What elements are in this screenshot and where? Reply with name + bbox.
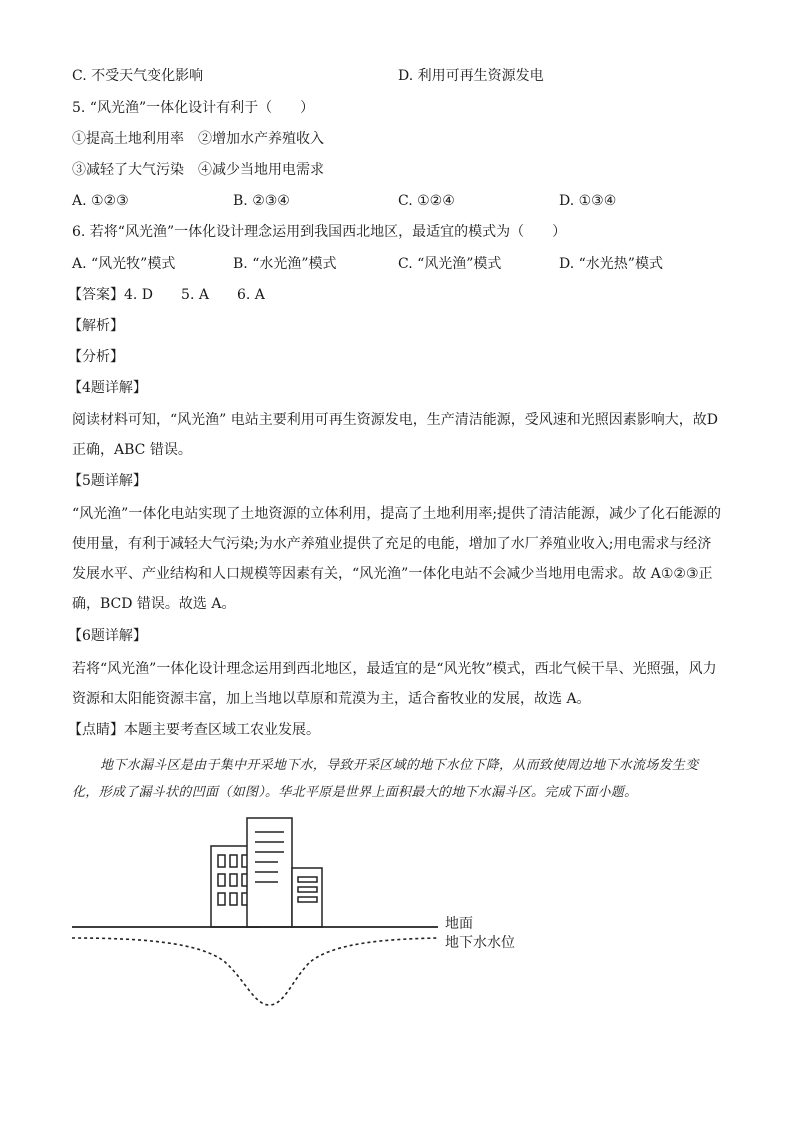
q6-detail-body: 若将“风光渔”一体化设计理念运用到西北地区，最适宜的是“风光牧”模式，西北气候干旱、光照强，风力资源和太阳能资源丰富，加上当地以草原和荒漠为主，适合畜牧业的发展，故选 A。 [72, 661, 717, 707]
q4-option-d: D. 利用可再生资源发电 [398, 68, 544, 84]
dianjing-label: 【点睛】 [68, 722, 124, 738]
q6-option-b: B. “水光渔”模式 [233, 256, 337, 272]
q4-option-c: C. 不受天气变化影响 [72, 68, 204, 84]
q5-items-line1: ①提高土地利用率 ②增加水产养殖收入 [72, 131, 324, 147]
label-ground: 地面 [445, 916, 473, 932]
q5-detail-heading: 【5题详解】 [68, 473, 147, 489]
q4-detail-body: 阅读材料可知，“风光渔” 电站主要利用可再生资源发电，生产清洁能源，受风速和光照因素影响大，故D正确，ABC 错误。 [72, 412, 718, 458]
dianjing-line [68, 720, 320, 740]
q5-option-b: B. ②③④ [233, 193, 290, 209]
building-right [292, 868, 322, 927]
answer-text: 4. D 5. A 6. A [124, 287, 265, 303]
q5-items-line2: ③减轻了大气污染 ④减少当地用电需求 [72, 162, 324, 178]
q5-option-c: C. ①②④ [398, 193, 455, 209]
building-tall [247, 818, 292, 927]
q6-stem: 6. 若将“风光渔”一体化设计理念运用到我国西北地区，最适宜的模式为（ ） [72, 224, 567, 240]
q6-detail-heading: 【6题详解】 [68, 628, 147, 644]
groundwater-funnel-figure [60, 812, 540, 1012]
answer-line [68, 285, 265, 305]
answer-label: 【答案】 [68, 287, 124, 303]
q6-option-a: A. “风光牧”模式 [72, 256, 176, 272]
groundwater-intro: 地下水漏斗区是由于集中开采地下水，导致开采区域的地下水位下降，从而致使周边地下水流场发生变化，形成了漏斗状的凹面（如图）。华北平原是世界上面积最大的地下水漏斗区。完成下面小题。 [72, 758, 699, 800]
q4-detail-heading: 【4题详解】 [68, 380, 147, 396]
label-water-table: 地下水水位 [445, 935, 515, 951]
q5-detail-body: “风光渔”一体化电站实现了土地资源的立体利用，提高了土地利用率;提供了清洁能源，减少了化石能源的使用量，有利于减轻大气污染;为水产养殖业提供了充足的电能，增加了水厂养殖业收入;用电需求与经济发展水平、产业结构和人口规模等因素有关，“风光渔”一体化电站不会减少当地用电需求。故 A①②③正确，BCD 错误。故选 A。 [72, 506, 722, 612]
q5-option-d: D. ①③④ [559, 193, 617, 209]
dianjing-text: 本题主要考查区域工农业发展。 [124, 722, 320, 738]
q5-option-a: A. ①②③ [72, 193, 129, 209]
q5-stem: 5. “风光渔”一体化设计有利于（ ） [72, 100, 315, 116]
q6-option-c: C. “风光渔”模式 [398, 256, 502, 272]
jiexi-heading: 【解析】 [68, 318, 124, 334]
fenxi-heading: 【分析】 [68, 349, 124, 365]
water-table-curve [72, 938, 438, 1005]
q6-option-d: D. “水光热”模式 [559, 256, 663, 272]
